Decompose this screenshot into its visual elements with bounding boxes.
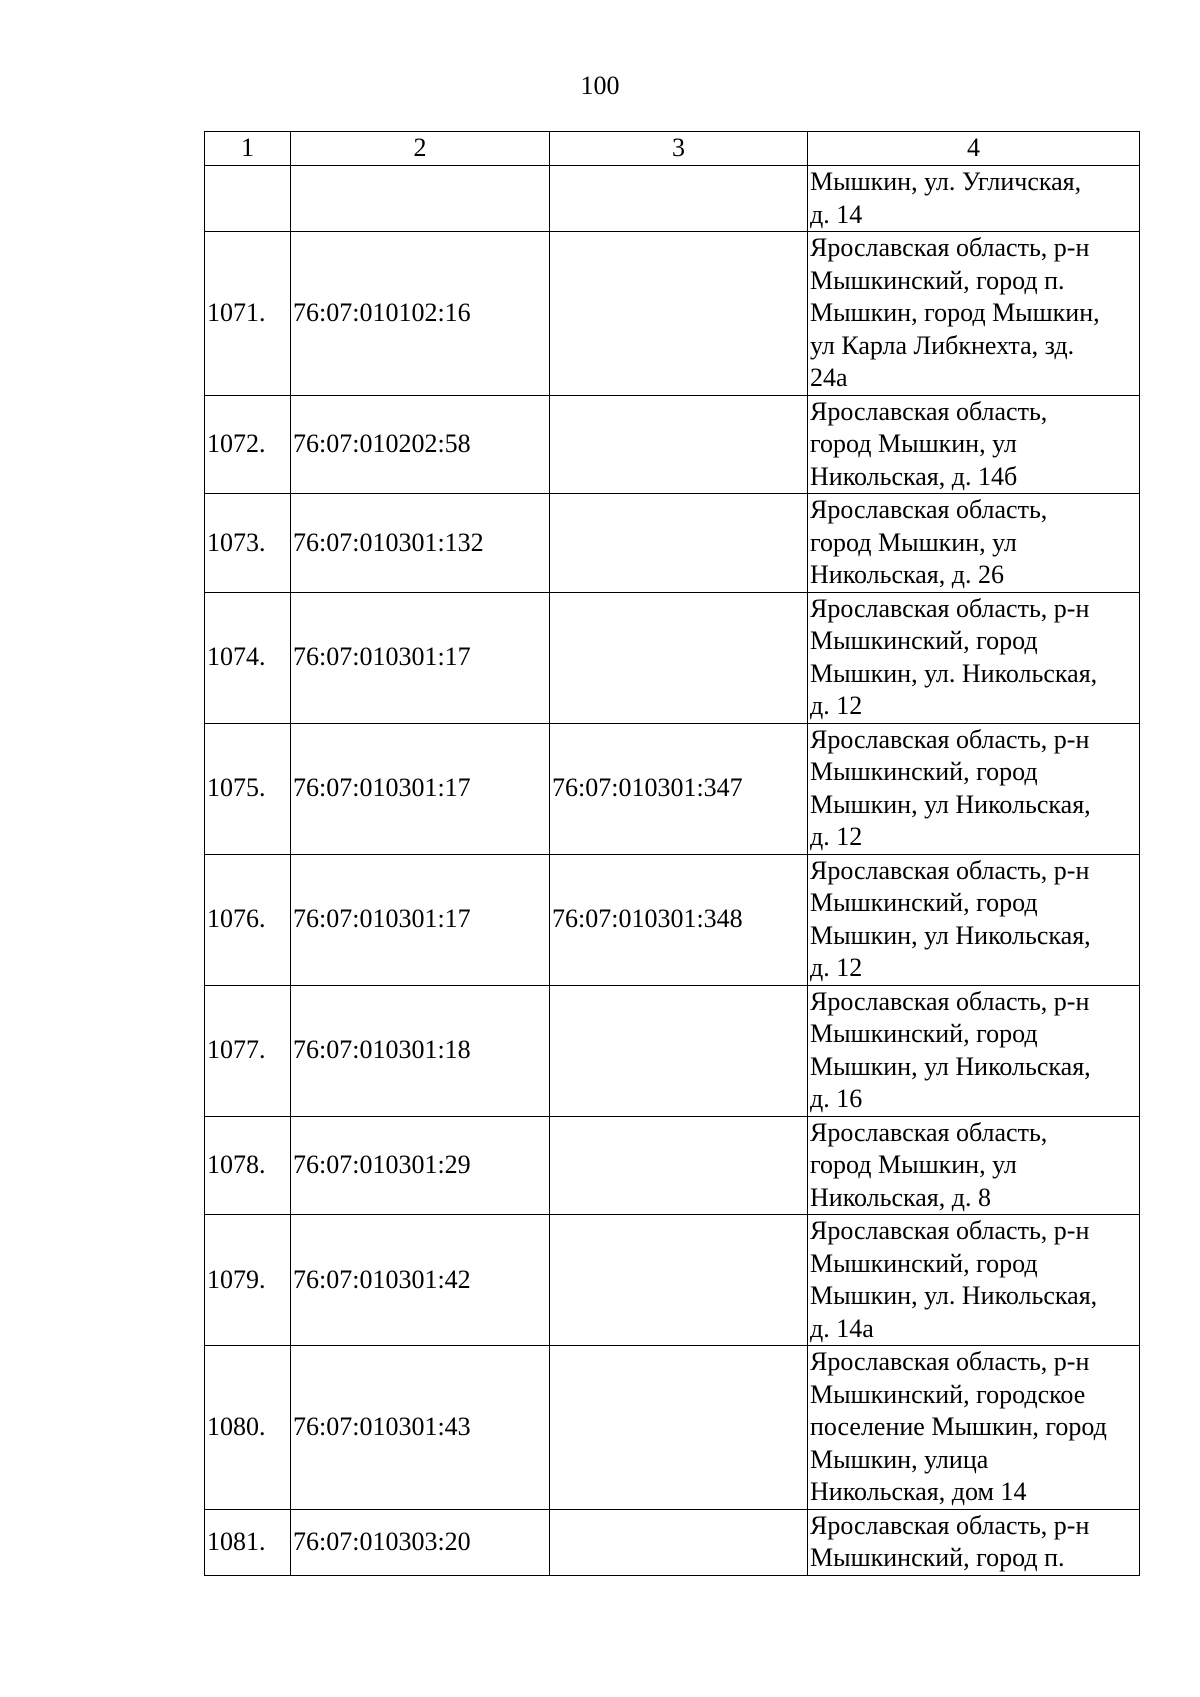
- object-number-cell: [550, 1116, 808, 1215]
- cadastral-number-cell: 76:07:010301:43: [291, 1346, 550, 1510]
- row-number-cell: 1076.: [205, 854, 291, 985]
- cadastral-number-cell: 76:07:010301:42: [291, 1215, 550, 1346]
- column-header-3: 3: [550, 132, 808, 166]
- address-cell: Ярославская область, р-н Мышкинский, город Мышкин, ул Никольская, д. 16: [808, 985, 1140, 1116]
- object-number-cell: [550, 985, 808, 1116]
- object-number-cell: [550, 166, 808, 232]
- cadastral-number-cell: 76:07:010301:18: [291, 985, 550, 1116]
- address-cell: Ярославская область, р-н Мышкинский, город Мышкин, ул. Никольская, д. 14а: [808, 1215, 1140, 1346]
- cadastral-number-cell: [291, 166, 550, 232]
- row-number-cell: 1080.: [205, 1346, 291, 1510]
- row-number-cell: 1072.: [205, 395, 291, 494]
- page-number: 100: [580, 71, 620, 100]
- object-number-cell: [550, 1215, 808, 1346]
- row-number-cell: 1074.: [205, 592, 291, 723]
- row-number-cell: [205, 166, 291, 232]
- address-cell: Ярославская область, р-н Мышкинский, город п.: [808, 1509, 1140, 1575]
- table-row: [205, 232, 1140, 396]
- object-number-cell: [550, 1509, 808, 1575]
- table-row: [205, 1116, 1140, 1215]
- table-row: [205, 166, 1140, 232]
- address-cell: Ярославская область, город Мышкин, ул Никольская, д. 8: [808, 1116, 1140, 1215]
- registry-table: [204, 131, 1140, 1576]
- cadastral-number-cell: 76:07:010102:16: [291, 232, 550, 396]
- address-cell: Ярославская область, р-н Мышкинский, город Мышкин, ул Никольская, д. 12: [808, 723, 1140, 854]
- column-header-1: 1: [205, 132, 291, 166]
- cadastral-number-cell: 76:07:010303:20: [291, 1509, 550, 1575]
- row-number-cell: 1075.: [205, 723, 291, 854]
- cadastral-number-cell: 76:07:010202:58: [291, 395, 550, 494]
- row-number-cell: 1073.: [205, 494, 291, 593]
- object-number-cell: [550, 395, 808, 494]
- cadastral-number-cell: 76:07:010301:17: [291, 723, 550, 854]
- table-row: [205, 723, 1140, 854]
- table-row: [205, 1346, 1140, 1510]
- column-header-2: 2: [291, 132, 550, 166]
- table-row: [205, 854, 1140, 985]
- table-row: [205, 1215, 1140, 1346]
- address-cell: Ярославская область, р-н Мышкинский, город Мышкин, ул. Никольская, д. 12: [808, 592, 1140, 723]
- row-number-cell: 1077.: [205, 985, 291, 1116]
- address-cell: Ярославская область, р-н Мышкинский, городское поселение Мышкин, город Мышкин, улица Никольская, дом 14: [808, 1346, 1140, 1510]
- table-header-row: [205, 132, 1140, 166]
- address-cell: Ярославская область, р-н Мышкинский, город Мышкин, ул Никольская, д. 12: [808, 854, 1140, 985]
- row-number-cell: 1079.: [205, 1215, 291, 1346]
- table-row: [205, 494, 1140, 593]
- row-number-cell: 1078.: [205, 1116, 291, 1215]
- table-row: [205, 1509, 1140, 1575]
- address-cell: Ярославская область, р-н Мышкинский, город п. Мышкин, город Мышкин, ул Карла Либкнехта, зд. 24а: [808, 232, 1140, 396]
- object-number-cell: [550, 494, 808, 593]
- object-number-cell: [550, 1346, 808, 1510]
- table-row: [205, 592, 1140, 723]
- address-cell: Ярославская область, город Мышкин, ул Никольская, д. 14б: [808, 395, 1140, 494]
- cadastral-number-cell: 76:07:010301:17: [291, 854, 550, 985]
- column-header-4: 4: [808, 132, 1140, 166]
- address-cell: Ярославская область, город Мышкин, ул Никольская, д. 26: [808, 494, 1140, 593]
- row-number-cell: 1071.: [205, 232, 291, 396]
- cadastral-number-cell: 76:07:010301:17: [291, 592, 550, 723]
- object-number-cell: [550, 232, 808, 396]
- object-number-cell: 76:07:010301:347: [550, 723, 808, 854]
- cadastral-number-cell: 76:07:010301:132: [291, 494, 550, 593]
- address-cell: Мышкин, ул. Угличская, д. 14: [808, 166, 1140, 232]
- row-number-cell: 1081.: [205, 1509, 291, 1575]
- object-number-cell: [550, 592, 808, 723]
- table-row: [205, 395, 1140, 494]
- object-number-cell: 76:07:010301:348: [550, 854, 808, 985]
- table-row: [205, 985, 1140, 1116]
- cadastral-number-cell: 76:07:010301:29: [291, 1116, 550, 1215]
